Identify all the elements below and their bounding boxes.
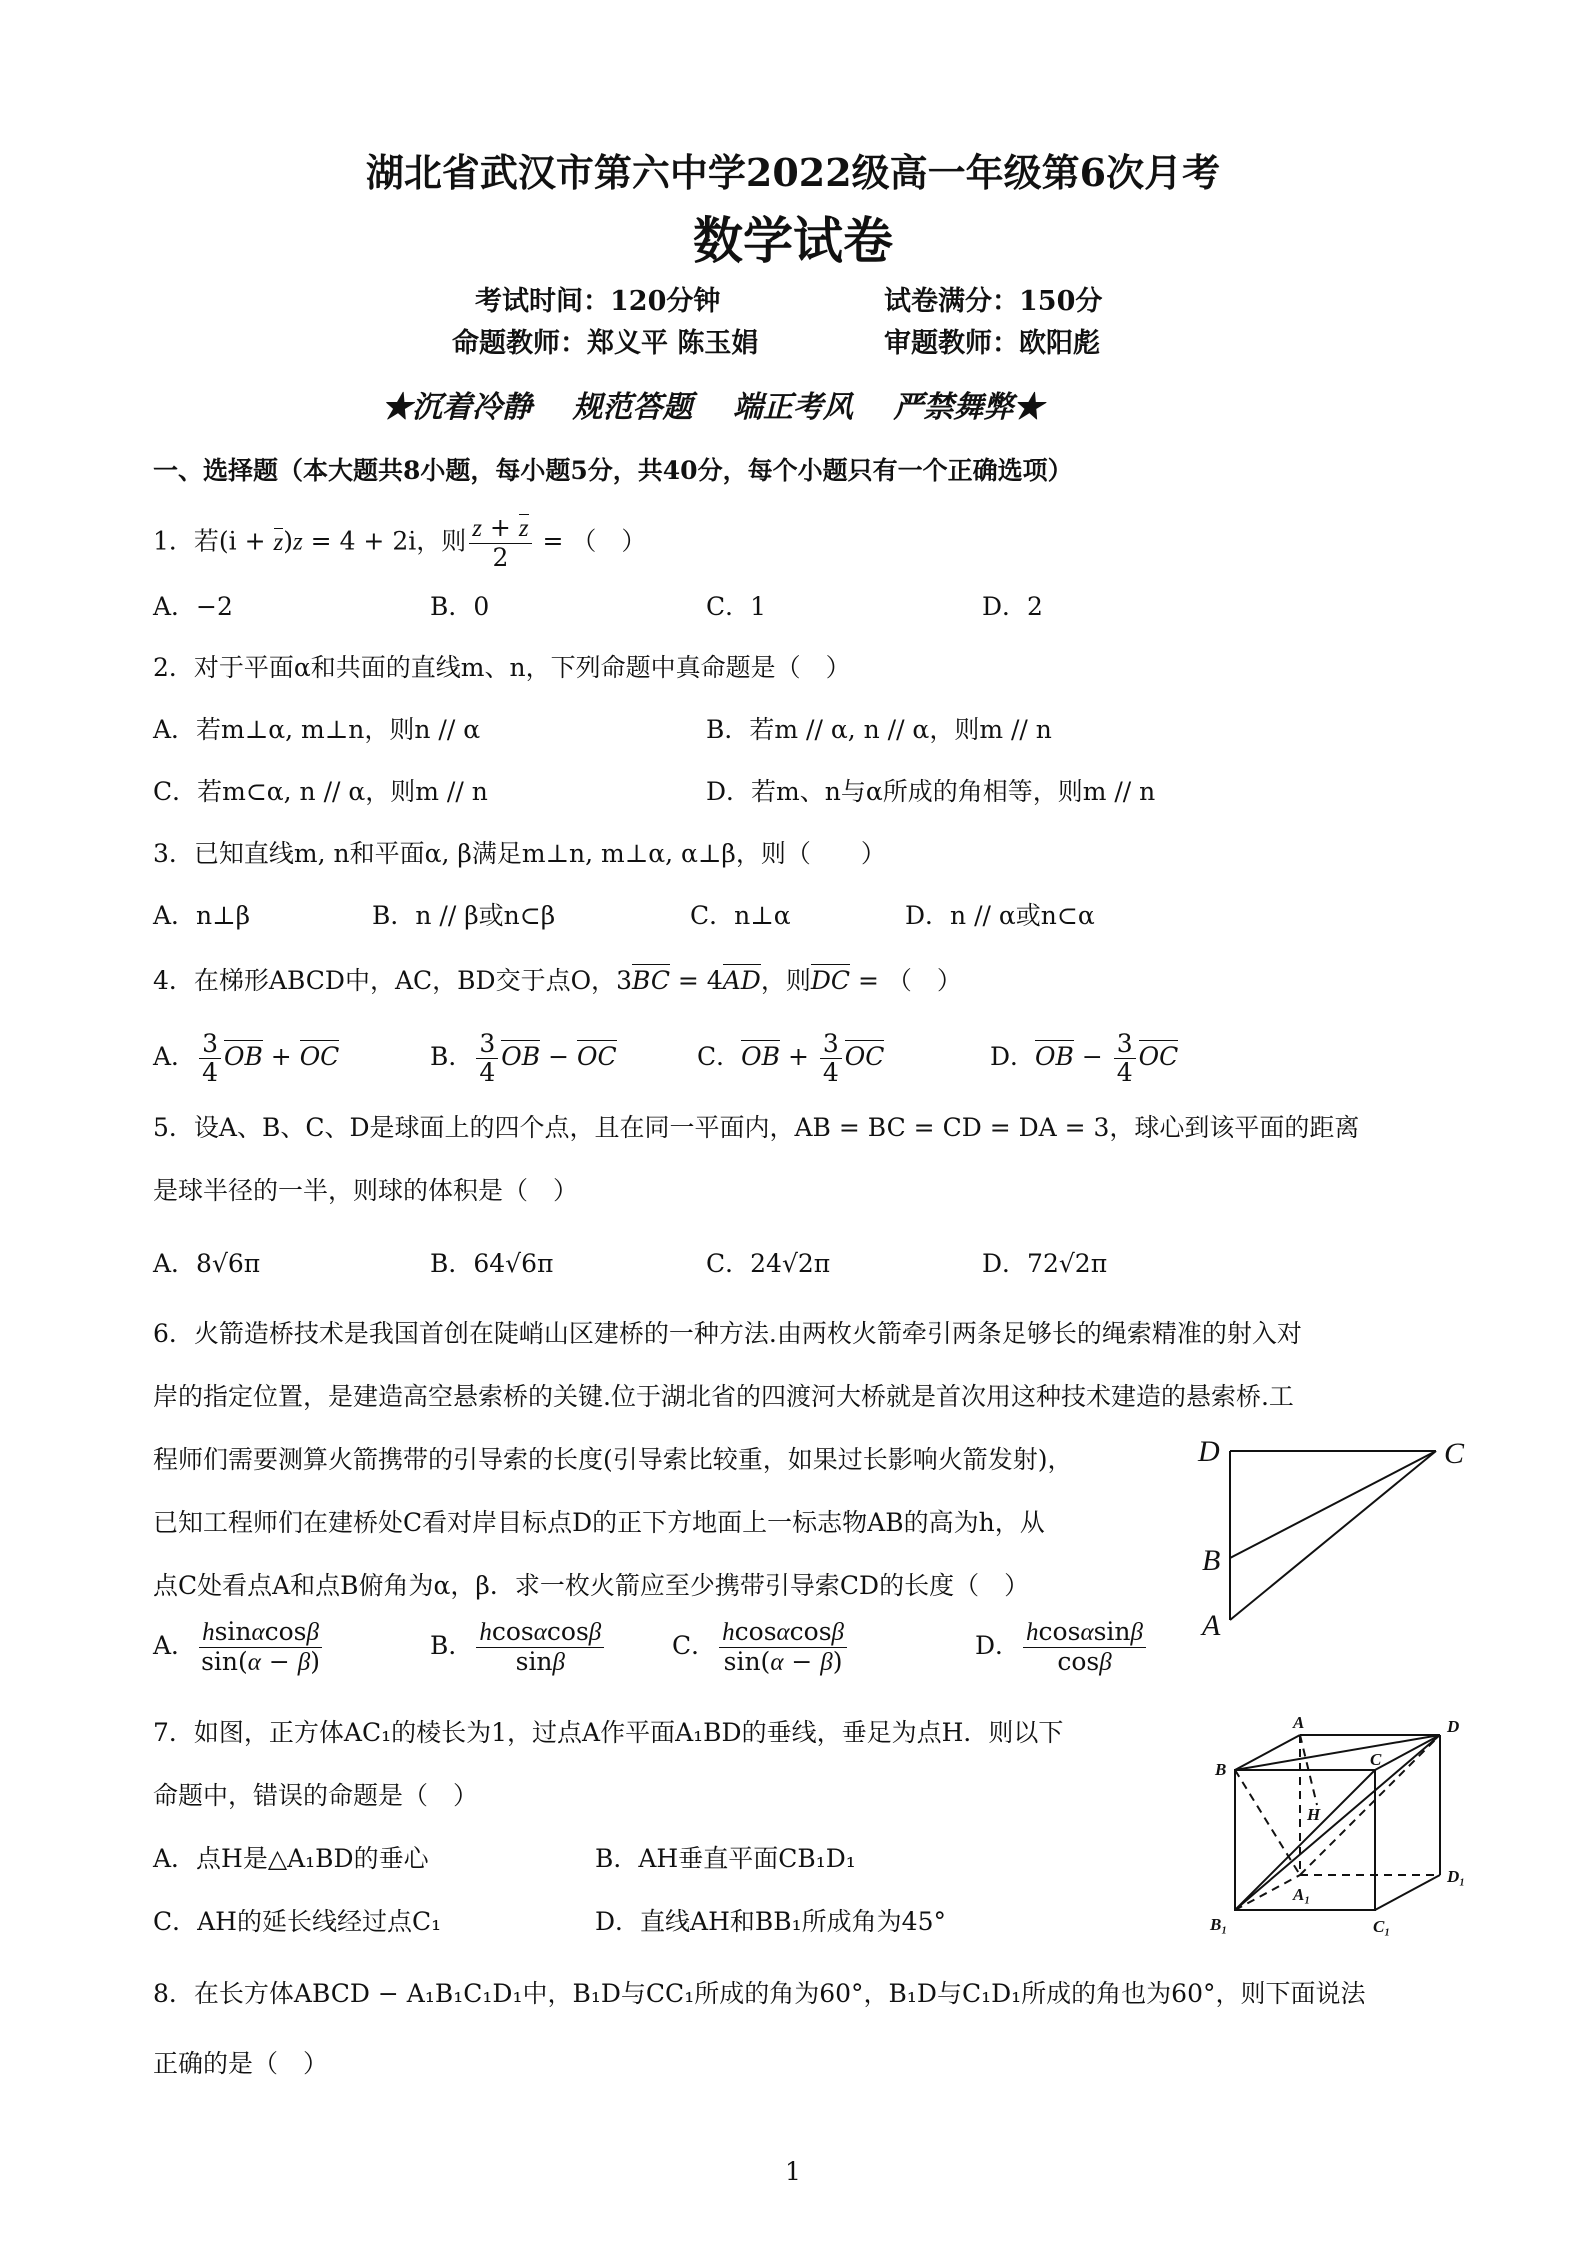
q7-label-B: B (1215, 1760, 1227, 1779)
q7-option-d: D．直线AH和BB₁所成角为45° (595, 1907, 946, 1936)
q6-option-c: C． $\frac{hcos\alpha\cos\beta}{\sin(\alpha - \beta)}$ (672, 1618, 850, 1677)
q7-label-H: H (1307, 1805, 1321, 1824)
question-5-line2: 是球半径的一半，则球的体积是（ ） (153, 1176, 579, 1205)
question-2: 2．对于平面α和共面的直线m、n，下列命题中真命题是（ ） (153, 653, 851, 682)
q7-label-C1: C₁ (1373, 1917, 1391, 1936)
question-3: 3．已知直线m, n和平面α, β满足m⊥n, m⊥α, α⊥β，则（ ） (153, 839, 886, 868)
question-6-line3: 程师们需要测算火箭携带的引导索的长度(引导索比较重，如果过长影响火箭发射)， (153, 1445, 1073, 1474)
q4-option-c: C．OB + $\frac{3}{4}$ OC (697, 1029, 885, 1087)
q3-option-d: D．n // α或n⊂α (905, 901, 1095, 930)
exam-time: 考试时间：120分钟 (475, 286, 721, 317)
q6-label-A: A (1202, 1609, 1221, 1642)
page-number: 1 (785, 2157, 801, 2186)
q1-option-d: D．2 (982, 592, 1043, 621)
q5-option-c: C．24√2π (706, 1249, 831, 1278)
question-8-line2: 正确的是（ ） (153, 2049, 329, 2078)
question-1: 1．若(i + z)z = 4 + 2i，则 $\frac{z + z}{2}$ = （ ） (153, 513, 647, 572)
q4-option-b: B． $\frac{3}{4}$ OB − OC (430, 1029, 617, 1087)
q5-option-d: D．72√2π (982, 1249, 1108, 1278)
motto: ★沉着冷静 规范答题 端正考风 严禁舞弊★ (382, 390, 1044, 425)
q6-label-C: C (1444, 1437, 1465, 1470)
q7-label-D1: D₁ (1447, 1867, 1466, 1886)
full-score: 试卷满分：150分 (884, 286, 1103, 317)
q2-option-a: A．若m⊥α, m⊥n，则n // α (153, 715, 481, 744)
q5-option-b: B．64√6π (430, 1249, 554, 1278)
q7-label-A1: A₁ (1293, 1885, 1311, 1904)
q7-label-B1: B₁ (1210, 1915, 1228, 1934)
q7-option-a: A．点H是△A₁BD的垂心 (153, 1844, 429, 1873)
q7-label-C: C (1370, 1750, 1382, 1769)
question-4: 4．在梯形ABCD中，AC，BD交于点O，3BC = 4AD，则DC = （ ） (153, 966, 962, 995)
authors: 命题教师：郑义平 陈玉娟 (452, 328, 759, 359)
q6-option-d: D． $\frac{hcos\alpha\sin\beta}{\cos\beta}$ (975, 1618, 1149, 1677)
q7-cube-figure (1205, 1710, 1475, 1940)
question-7-line1: 7．如图，正方体AC₁的棱长为1，过点A作平面A₁BD的垂线，垂足为点H．则以下 (153, 1718, 1064, 1747)
q3-option-c: C．n⊥α (690, 901, 791, 930)
q6-label-B: B (1202, 1544, 1221, 1577)
line-CA (1230, 1451, 1436, 1620)
q5-option-a: A．8√6π (153, 1249, 261, 1278)
question-7-line2: 命题中，错误的命题是（ ） (153, 1781, 479, 1810)
question-5-line1: 5．设A、B、C、D是球面上的四个点，且在同一平面内，AB = BC = CD = DA = 3，球心到该平面的距离 (153, 1113, 1360, 1142)
subject-title: 数学试卷 (693, 211, 893, 270)
q2-option-c: C．若m⊂α, n // α，则m // n (153, 777, 488, 806)
reviewer: 审题教师：欧阳彪 (884, 328, 1100, 359)
question-6-line2: 岸的指定位置，是建造高空悬索桥的关键.位于湖北省的四渡河大桥就是首次用这种技术建造的悬索桥.工 (153, 1382, 1294, 1411)
q3-option-a: A．n⊥β (153, 901, 251, 930)
q6-option-a: A． $\frac{hsin\alpha\cos\beta}{\sin(\alpha - \beta)}$ (153, 1618, 325, 1677)
q6-figure (1190, 1425, 1490, 1645)
q7-option-b: B．AH垂直平面CB₁D₁ (595, 1844, 856, 1873)
school-title: 湖北省武汉市第六中学2022级高一年级第6次月考 (365, 150, 1221, 195)
q7-label-A: A (1293, 1713, 1305, 1732)
q3-option-b: B．n // β或n⊂β (372, 901, 556, 930)
question-6-line4: 已知工程师们在建桥处C看对岸目标点D的正下方地面上一标志物AB的高为h，从 (153, 1508, 1045, 1537)
q4-option-a: A． $\frac{3}{4}$ OB + OC (153, 1029, 340, 1087)
question-6-line5: 点C处看点A和点B俯角为α，β．求一枚火箭应至少携带引导索CD的长度（ ） (153, 1571, 1030, 1600)
section-heading: 一、选择题（本大题共8小题，每小题5分，共40分，每个小题只有一个正确选项） (153, 456, 1073, 485)
question-6-line1: 6．火箭造桥技术是我国首创在陡峭山区建桥的一种方法.由两枚火箭牵引两条足够长的绳索精准的射入对 (153, 1319, 1302, 1348)
q6-label-D: D (1198, 1435, 1220, 1468)
q1-option-c: C．1 (706, 592, 767, 621)
q1-option-b: B．0 (430, 592, 490, 621)
q7-option-c: C．AH的延长线经过点C₁ (153, 1907, 442, 1936)
q6-option-b: B． $\frac{hcos\alpha\cos\beta}{\sin\beta}$ (430, 1618, 607, 1677)
q1-option-a: A．−2 (153, 592, 233, 621)
line-CB (1230, 1451, 1436, 1558)
q2-option-d: D．若m、n与α所成的角相等，则m // n (706, 777, 1156, 806)
q7-label-D: D (1447, 1717, 1460, 1736)
question-8-line1: 8．在长方体ABCD − A₁B₁C₁D₁中，B₁D与CC₁所成的角为60°，B₁D与C₁D₁所成的角也为60°，则下面说法 (153, 1979, 1366, 2008)
q2-option-b: B．若m // α, n // α，则m // n (706, 715, 1052, 744)
q4-option-d: D．OB − $\frac{3}{4}$ OC (990, 1029, 1179, 1087)
